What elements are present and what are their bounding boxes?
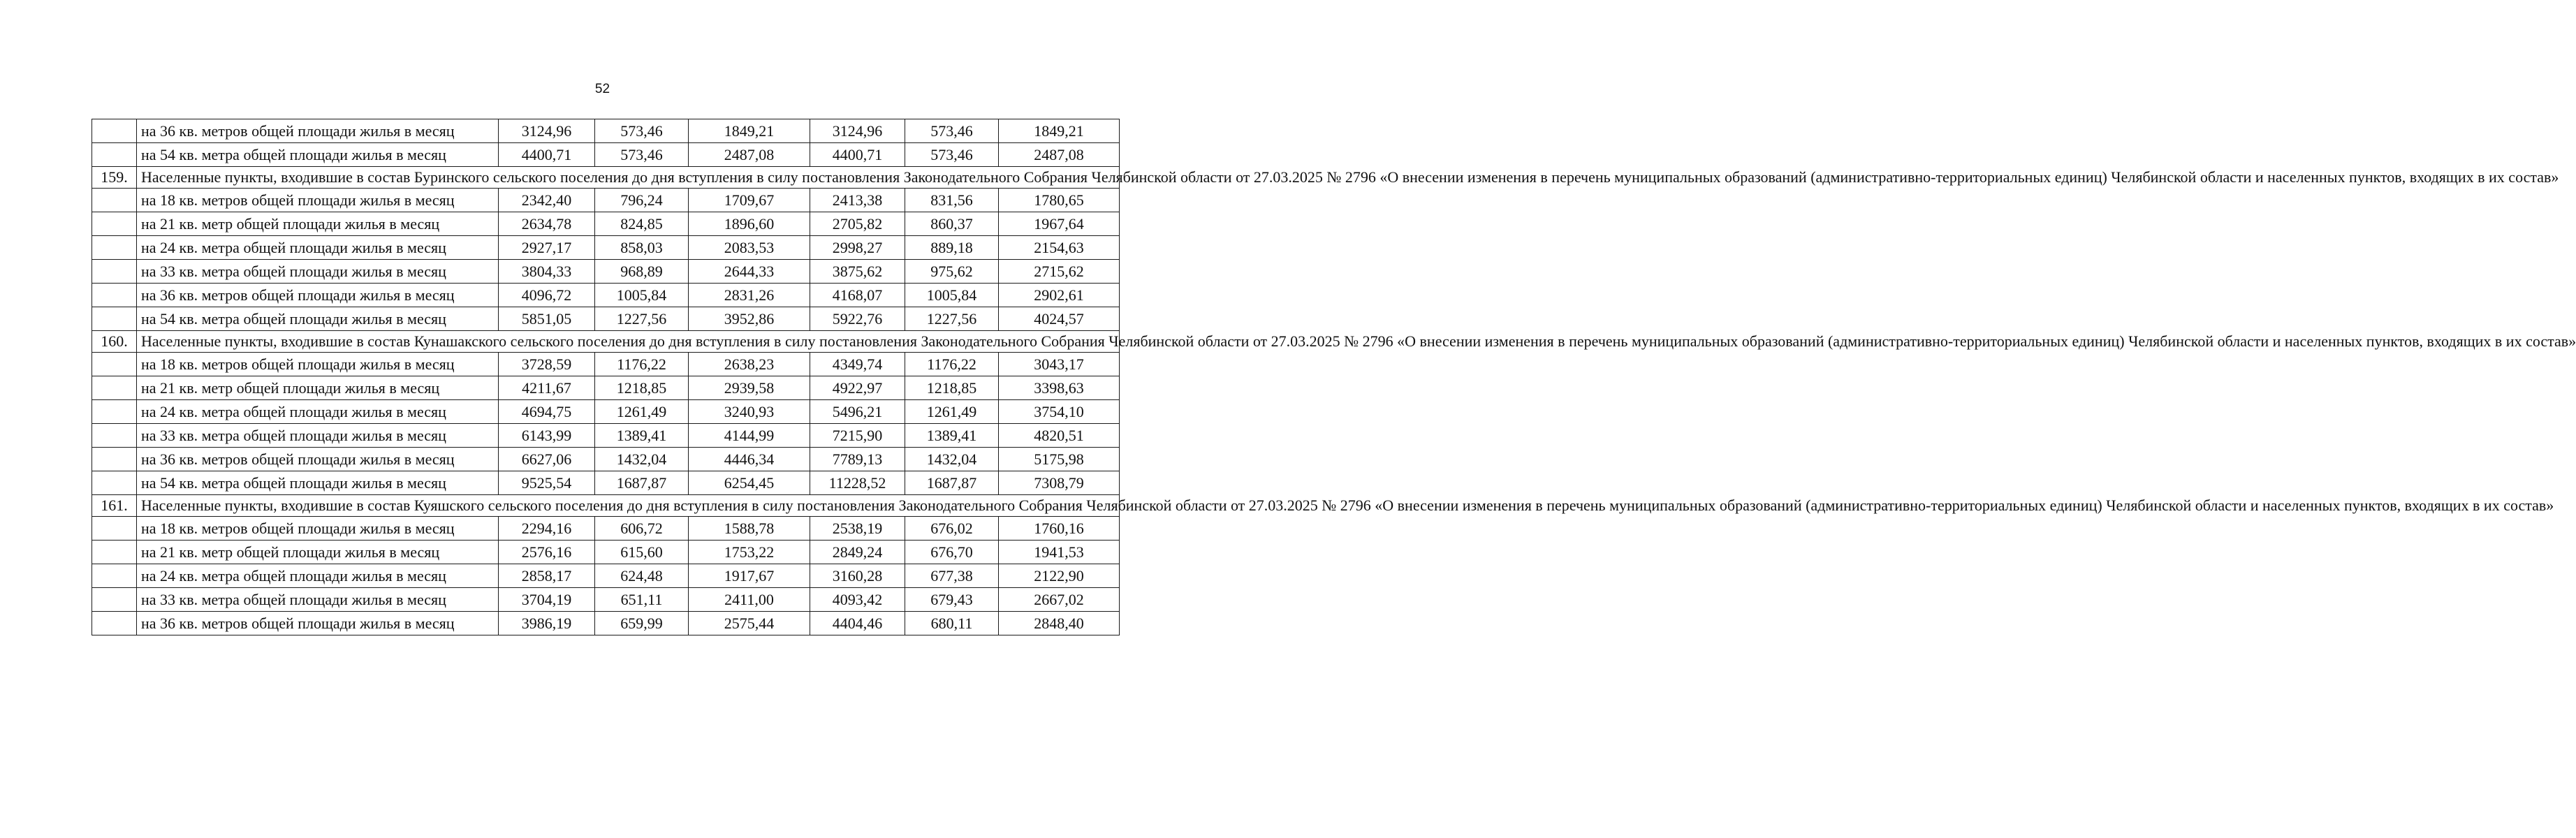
value-cell: 4820,51 bbox=[999, 424, 1120, 448]
value-cell: 1176,22 bbox=[905, 353, 999, 376]
value-cell: 2902,61 bbox=[999, 284, 1120, 307]
value-cell: 4400,71 bbox=[810, 143, 905, 167]
value-cell: 3952,86 bbox=[689, 307, 810, 331]
table-row bbox=[92, 353, 1120, 376]
empty-number-cell bbox=[92, 212, 137, 236]
table-row bbox=[92, 307, 1120, 331]
value-cell: 615,60 bbox=[595, 541, 689, 564]
value-cell: 831,56 bbox=[905, 189, 999, 212]
value-cell: 4404,46 bbox=[810, 612, 905, 635]
value-cell: 2342,40 bbox=[499, 189, 595, 212]
value-cell: 1917,67 bbox=[689, 564, 810, 588]
value-cell: 2487,08 bbox=[999, 143, 1120, 167]
value-cell: 1005,84 bbox=[595, 284, 689, 307]
row-label: на 21 кв. метр общей площади жилья в месяц bbox=[137, 541, 499, 564]
value-cell: 5175,98 bbox=[999, 448, 1120, 471]
value-cell: 1687,87 bbox=[595, 471, 689, 495]
section-title: Населенные пункты, входившие в состав Куяшского сельского поселения до дня вступления в силу постановления Законодательного Собрания Челябинской области от 27.03.2025 № 2796 «О внесении изменения в перечень муниципальных образований (административно-территориальных единиц) Челябинской области и населенных пунктов, входящих в их состав» bbox=[137, 495, 1120, 517]
value-cell: 624,48 bbox=[595, 564, 689, 588]
value-cell: 676,02 bbox=[905, 517, 999, 541]
table-row bbox=[92, 448, 1120, 471]
value-cell: 1261,49 bbox=[595, 400, 689, 424]
value-cell: 2667,02 bbox=[999, 588, 1120, 612]
value-cell: 1687,87 bbox=[905, 471, 999, 495]
value-cell: 3240,93 bbox=[689, 400, 810, 424]
value-cell: 659,99 bbox=[595, 612, 689, 635]
value-cell: 2998,27 bbox=[810, 236, 905, 260]
section-header-row bbox=[92, 331, 1120, 353]
table-row bbox=[92, 471, 1120, 495]
section-header-row bbox=[92, 495, 1120, 517]
value-cell: 3704,19 bbox=[499, 588, 595, 612]
row-label: на 54 кв. метра общей площади жилья в месяц bbox=[137, 143, 499, 167]
value-cell: 2576,16 bbox=[499, 541, 595, 564]
value-cell: 3043,17 bbox=[999, 353, 1120, 376]
value-cell: 676,70 bbox=[905, 541, 999, 564]
value-cell: 1432,04 bbox=[595, 448, 689, 471]
empty-number-cell bbox=[92, 189, 137, 212]
value-cell: 2831,26 bbox=[689, 284, 810, 307]
value-cell: 3728,59 bbox=[499, 353, 595, 376]
value-cell: 2644,33 bbox=[689, 260, 810, 284]
value-cell: 2411,00 bbox=[689, 588, 810, 612]
value-cell: 4093,42 bbox=[810, 588, 905, 612]
page-number: 52 bbox=[594, 82, 610, 96]
row-label: на 33 кв. метра общей площади жилья в месяц bbox=[137, 588, 499, 612]
value-cell: 3124,96 bbox=[810, 119, 905, 143]
table-row bbox=[92, 260, 1120, 284]
row-label: на 21 кв. метр общей площади жилья в месяц bbox=[137, 212, 499, 236]
empty-number-cell bbox=[92, 564, 137, 588]
value-cell: 2858,17 bbox=[499, 564, 595, 588]
section-header-row bbox=[92, 167, 1120, 189]
row-label: на 18 кв. метров общей площади жилья в месяц bbox=[137, 189, 499, 212]
value-cell: 6254,45 bbox=[689, 471, 810, 495]
value-cell: 1849,21 bbox=[689, 119, 810, 143]
value-cell: 1218,85 bbox=[905, 376, 999, 400]
value-cell: 4211,67 bbox=[499, 376, 595, 400]
value-cell: 6143,99 bbox=[499, 424, 595, 448]
value-cell: 2413,38 bbox=[810, 189, 905, 212]
value-cell: 2634,78 bbox=[499, 212, 595, 236]
value-cell: 2715,62 bbox=[999, 260, 1120, 284]
value-cell: 2538,19 bbox=[810, 517, 905, 541]
table-row bbox=[92, 612, 1120, 635]
value-cell: 860,37 bbox=[905, 212, 999, 236]
value-cell: 1760,16 bbox=[999, 517, 1120, 541]
section-number: 160. bbox=[92, 331, 137, 353]
value-cell: 2083,53 bbox=[689, 236, 810, 260]
value-cell: 11228,52 bbox=[810, 471, 905, 495]
value-cell: 4144,99 bbox=[689, 424, 810, 448]
value-cell: 1389,41 bbox=[905, 424, 999, 448]
section-title: Населенные пункты, входившие в состав Буринского сельского поселения до дня вступления в силу постановления Законодательного Собрания Челябинской области от 27.03.2025 № 2796 «О внесении изменения в перечень муниципальных образований (административно-территориальных единиц) Челябинской области и населенных пунктов, входящих в их состав» bbox=[137, 167, 1120, 189]
row-label: на 18 кв. метров общей площади жилья в месяц bbox=[137, 517, 499, 541]
value-cell: 1709,67 bbox=[689, 189, 810, 212]
value-cell: 1967,64 bbox=[999, 212, 1120, 236]
value-cell: 2848,40 bbox=[999, 612, 1120, 635]
empty-number-cell bbox=[92, 143, 137, 167]
value-cell: 573,46 bbox=[595, 119, 689, 143]
value-cell: 4168,07 bbox=[810, 284, 905, 307]
row-label: на 54 кв. метра общей площади жилья в месяц bbox=[137, 307, 499, 331]
value-cell: 5922,76 bbox=[810, 307, 905, 331]
value-cell: 1432,04 bbox=[905, 448, 999, 471]
table-row bbox=[92, 143, 1120, 167]
value-cell: 2487,08 bbox=[689, 143, 810, 167]
empty-number-cell bbox=[92, 400, 137, 424]
value-cell: 7308,79 bbox=[999, 471, 1120, 495]
value-cell: 889,18 bbox=[905, 236, 999, 260]
value-cell: 6627,06 bbox=[499, 448, 595, 471]
value-cell: 1941,53 bbox=[999, 541, 1120, 564]
row-label: на 21 кв. метр общей площади жилья в месяц bbox=[137, 376, 499, 400]
value-cell: 3875,62 bbox=[810, 260, 905, 284]
value-cell: 796,24 bbox=[595, 189, 689, 212]
value-cell: 4349,74 bbox=[810, 353, 905, 376]
row-label: на 54 кв. метра общей площади жилья в месяц bbox=[137, 471, 499, 495]
empty-number-cell bbox=[92, 307, 137, 331]
value-cell: 1753,22 bbox=[689, 541, 810, 564]
empty-number-cell bbox=[92, 376, 137, 400]
value-cell: 824,85 bbox=[595, 212, 689, 236]
table-row bbox=[92, 284, 1120, 307]
value-cell: 1896,60 bbox=[689, 212, 810, 236]
value-cell: 3398,63 bbox=[999, 376, 1120, 400]
value-cell: 573,46 bbox=[905, 143, 999, 167]
table-row bbox=[92, 400, 1120, 424]
table-row bbox=[92, 517, 1120, 541]
empty-number-cell bbox=[92, 517, 137, 541]
empty-number-cell bbox=[92, 448, 137, 471]
value-cell: 2154,63 bbox=[999, 236, 1120, 260]
value-cell: 1261,49 bbox=[905, 400, 999, 424]
value-cell: 1780,65 bbox=[999, 189, 1120, 212]
value-cell: 1389,41 bbox=[595, 424, 689, 448]
table-row bbox=[92, 212, 1120, 236]
value-cell: 4922,97 bbox=[810, 376, 905, 400]
value-cell: 2575,44 bbox=[689, 612, 810, 635]
value-cell: 1005,84 bbox=[905, 284, 999, 307]
value-cell: 3804,33 bbox=[499, 260, 595, 284]
empty-number-cell bbox=[92, 119, 137, 143]
table-row bbox=[92, 424, 1120, 448]
value-cell: 1176,22 bbox=[595, 353, 689, 376]
value-cell: 606,72 bbox=[595, 517, 689, 541]
value-cell: 1218,85 bbox=[595, 376, 689, 400]
value-cell: 4024,57 bbox=[999, 307, 1120, 331]
empty-number-cell bbox=[92, 284, 137, 307]
value-cell: 651,11 bbox=[595, 588, 689, 612]
value-cell: 3160,28 bbox=[810, 564, 905, 588]
empty-number-cell bbox=[92, 612, 137, 635]
section-title: Населенные пункты, входившие в состав Кунашакского сельского поселения до дня вступления в силу постановления Законодательного Собрания Челябинской области от 27.03.2025 № 2796 «О внесении изменения в перечень муниципальных образований (административно-территориальных единиц) Челябинской области и населенных пунктов, входящих в их состав» bbox=[137, 331, 1120, 353]
value-cell: 2939,58 bbox=[689, 376, 810, 400]
row-label: на 33 кв. метра общей площади жилья в месяц bbox=[137, 260, 499, 284]
value-cell: 2122,90 bbox=[999, 564, 1120, 588]
value-cell: 4446,34 bbox=[689, 448, 810, 471]
empty-number-cell bbox=[92, 541, 137, 564]
value-cell: 858,03 bbox=[595, 236, 689, 260]
value-cell: 2705,82 bbox=[810, 212, 905, 236]
value-cell: 2927,17 bbox=[499, 236, 595, 260]
table-row bbox=[92, 564, 1120, 588]
value-cell: 573,46 bbox=[905, 119, 999, 143]
value-cell: 4694,75 bbox=[499, 400, 595, 424]
empty-number-cell bbox=[92, 424, 137, 448]
value-cell: 2849,24 bbox=[810, 541, 905, 564]
section-number: 159. bbox=[92, 167, 137, 189]
row-label: на 18 кв. метров общей площади жилья в месяц bbox=[137, 353, 499, 376]
value-cell: 4400,71 bbox=[499, 143, 595, 167]
value-cell: 4096,72 bbox=[499, 284, 595, 307]
tariff-table bbox=[92, 119, 2576, 635]
value-cell: 680,11 bbox=[905, 612, 999, 635]
table-row bbox=[92, 541, 1120, 564]
table-row bbox=[92, 588, 1120, 612]
table-row bbox=[92, 119, 1120, 143]
value-cell: 1227,56 bbox=[595, 307, 689, 331]
row-label: на 36 кв. метров общей площади жилья в месяц bbox=[137, 284, 499, 307]
value-cell: 679,43 bbox=[905, 588, 999, 612]
value-cell: 7789,13 bbox=[810, 448, 905, 471]
row-label: на 33 кв. метра общей площади жилья в месяц bbox=[137, 424, 499, 448]
table-row bbox=[92, 189, 1120, 212]
value-cell: 3754,10 bbox=[999, 400, 1120, 424]
section-number: 161. bbox=[92, 495, 137, 517]
value-cell: 9525,54 bbox=[499, 471, 595, 495]
value-cell: 1849,21 bbox=[999, 119, 1120, 143]
row-label: на 24 кв. метра общей площади жилья в месяц bbox=[137, 400, 499, 424]
row-label: на 24 кв. метра общей площади жилья в месяц bbox=[137, 236, 499, 260]
empty-number-cell bbox=[92, 588, 137, 612]
value-cell: 677,38 bbox=[905, 564, 999, 588]
row-label: на 36 кв. метров общей площади жилья в месяц bbox=[137, 119, 499, 143]
value-cell: 3986,19 bbox=[499, 612, 595, 635]
value-cell: 1588,78 bbox=[689, 517, 810, 541]
table-body bbox=[92, 119, 2576, 635]
empty-number-cell bbox=[92, 353, 137, 376]
value-cell: 2294,16 bbox=[499, 517, 595, 541]
table-row bbox=[92, 376, 1120, 400]
value-cell: 975,62 bbox=[905, 260, 999, 284]
value-cell: 1227,56 bbox=[905, 307, 999, 331]
value-cell: 5851,05 bbox=[499, 307, 595, 331]
value-cell: 968,89 bbox=[595, 260, 689, 284]
value-cell: 3124,96 bbox=[499, 119, 595, 143]
table-row bbox=[92, 236, 1120, 260]
empty-number-cell bbox=[92, 260, 137, 284]
row-label: на 36 кв. метров общей площади жилья в месяц bbox=[137, 448, 499, 471]
value-cell: 5496,21 bbox=[810, 400, 905, 424]
empty-number-cell bbox=[92, 471, 137, 495]
row-label: на 24 кв. метра общей площади жилья в месяц bbox=[137, 564, 499, 588]
value-cell: 2638,23 bbox=[689, 353, 810, 376]
empty-number-cell bbox=[92, 236, 137, 260]
value-cell: 7215,90 bbox=[810, 424, 905, 448]
row-label: на 36 кв. метров общей площади жилья в месяц bbox=[137, 612, 499, 635]
value-cell: 573,46 bbox=[595, 143, 689, 167]
